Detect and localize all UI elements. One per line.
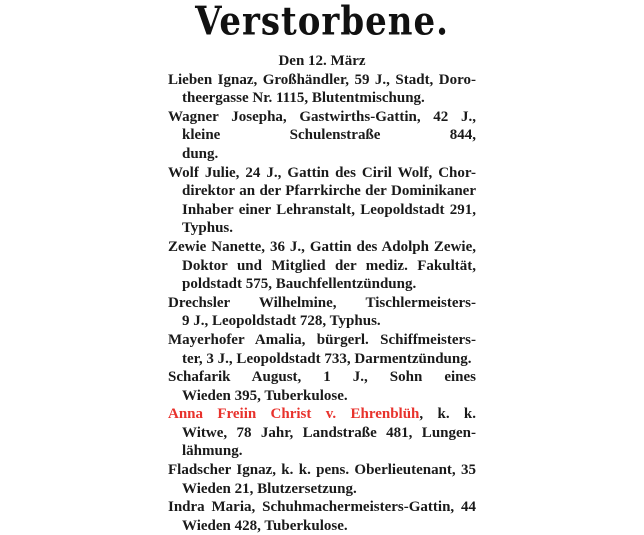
entry-line [168,387,476,406]
entry-text: poldstadt 575, Bauchfellentzündung. [182,276,417,293]
entry-line [168,498,476,517]
page-title: Verstorbene. [195,0,449,45]
entry-text: Indra Maria, Schuhmachermeisters-Gattin, 44 [168,499,476,516]
entry-line [168,182,476,201]
entry-line [168,275,476,294]
entry-line [168,201,476,220]
entry-text: Mayerhofer Amalia, bürgerl. Schiffmeisters- [168,331,476,348]
entry-line [168,517,476,535]
death-entry [168,108,476,164]
entry-text: , k. k. [419,406,476,423]
death-entry [168,498,476,535]
entry-text: Wolf Julie, 24 J., Gattin des Ciril Wolf, Chor- [168,164,476,181]
entry-line [168,312,476,331]
entry-text: Witwe, 78 Jahr, Landstraße 481, Lungen- [182,424,476,441]
entry-line [168,480,476,499]
entry-text: Inhaber einer Lehranstalt, Leopoldstadt 291, [182,201,476,218]
entry-line [168,238,476,257]
entry-text: direktor an der Pfarrkirche der Dominikaner [182,183,476,200]
entry-line [168,461,476,480]
entry-line [168,442,476,461]
entry-line [168,219,476,238]
death-entry [168,294,476,331]
entry-line [168,424,476,443]
entry-line [168,350,476,369]
entry-text: Schafarik August, 1 J., Sohn eines [168,369,476,386]
entry-text: kleine Schulenstraße 844, [182,127,476,144]
entry-text: Drechsler Wilhelmine, Tischlermeisters- [168,294,476,311]
entry-text: dung. [182,145,219,162]
entry-text: 9 J., Leopoldstadt 728, Typhus. [182,313,381,330]
entry-text: Lieben Ignaz, Großhändler, 59 J., Stadt, Doro- [168,71,476,88]
highlighted-name: Anna Freiin Christ v. Ehrenblüh [168,406,420,423]
entry-text: Wagner Josepha, Gastwirths-Gattin, 42 J., [168,108,476,125]
entry-text: ter, 3 J., Leopoldstadt 733, Darmentzündung. [182,350,472,367]
entry-text: Zewie Nanette, 36 J., Gattin des Adolph Zewie, [168,238,476,255]
date-heading: Den 12. März [278,53,366,69]
entry-text: Wieden 428, Tuberkulose. [182,517,348,534]
entry-text: Wieden 395, Tuberkulose. [182,387,348,404]
entries-list [168,71,476,535]
death-entry [168,238,476,294]
entry-line [168,164,476,183]
death-entry [168,164,476,238]
entry-line [168,108,476,127]
entry-line [168,145,476,164]
death-entry [168,405,476,461]
entry-line [168,368,476,387]
entry-line [168,405,476,424]
entry-text: Doktor und Mitglied der mediz. Fakultät, [182,257,476,274]
entry-text: Wieden 21, Blutzersetzung. [182,480,357,497]
entry-text: lähmung. [182,443,243,460]
entry-line [168,294,476,313]
death-notices-column [168,52,476,535]
entry-text: Typhus. [182,220,234,237]
death-entry [168,71,476,108]
entry-text: theergasse Nr. 1115, Blutentmischung. [182,90,425,107]
death-entry [168,331,476,368]
entry-line [168,71,476,90]
death-entry [168,461,476,498]
entry-line [168,89,476,108]
entry-line [168,257,476,276]
entry-line [168,126,476,145]
entry-text: Fladscher Ignaz, k. k. pens. Oberlieutenant, 35 [168,462,476,479]
death-entry [168,368,476,405]
entry-line [168,331,476,350]
